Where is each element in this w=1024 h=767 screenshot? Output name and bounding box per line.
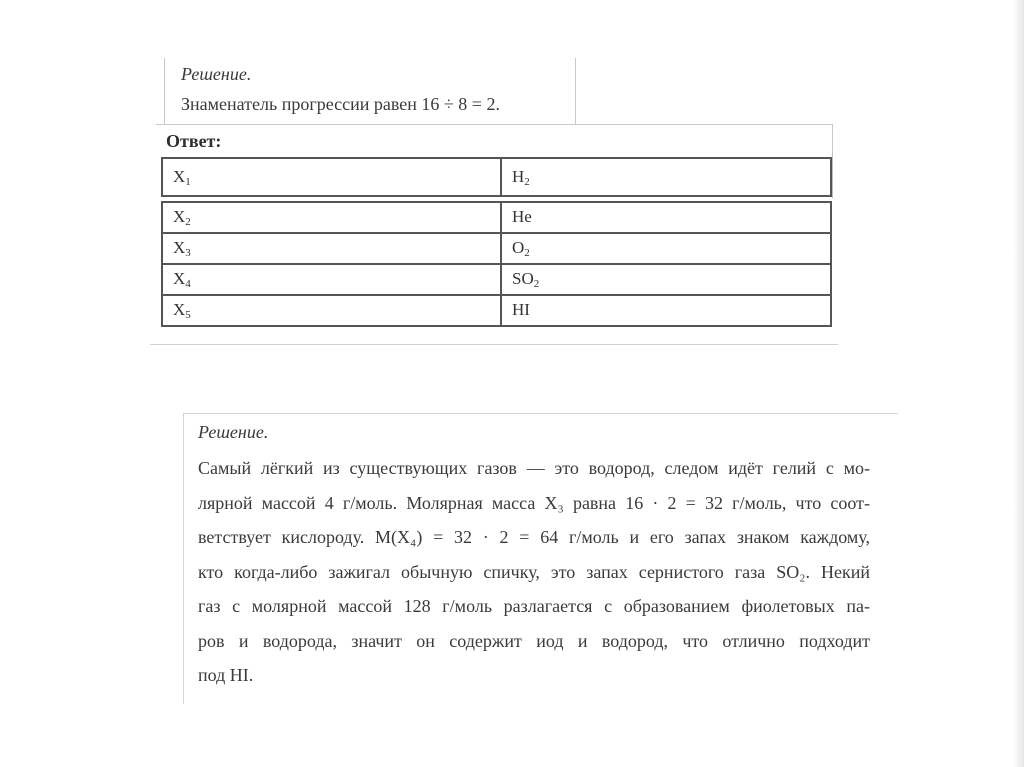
text-line: под HI.: [198, 665, 254, 685]
solution-heading: Решение.: [198, 422, 269, 442]
table-cell-substance: $X_4$: [162, 264, 501, 295]
solution-fragment-bottom: [183, 413, 898, 704]
solution-heading: Решение.: [181, 64, 252, 84]
text-line: Самый лёгкий из существующих газов — это водород, следом идёт гелий с мо-: [198, 458, 870, 478]
table-cell-substance: $X_5$: [162, 295, 501, 326]
answer-table: [161, 201, 832, 327]
text-line: лярной массой 4 г/моль. Молярная масса X₃ равна 16 · 2 = 32 г/моль, что соот-: [198, 492, 870, 513]
table-cell-formula: $O_2$: [501, 233, 831, 264]
table-cell-substance: $X_1$: [162, 158, 501, 196]
table-cell-formula: $SO_2$: [501, 264, 831, 295]
solution-fragment-top: [164, 58, 576, 126]
text-line: кто когда-либо зажигал обычную спичку, это запах сернистого газа SO₂. Некий: [198, 561, 870, 582]
table-cell-formula: HI: [501, 295, 831, 326]
divider: [832, 154, 833, 198]
text-line: ветствует кислороду. M(X₄) = 32 · 2 = 64 г/моль и его запах знаком каждому,: [198, 527, 870, 547]
page-edge-shadow: [1013, 0, 1024, 767]
solution-text: Знаменатель прогрессии равен 16 ÷ 8 = 2.: [181, 94, 500, 114]
divider: [150, 344, 838, 345]
table-row: [162, 264, 831, 295]
table-cell-substance: $X_3$: [162, 233, 501, 264]
table-row: [162, 233, 831, 264]
solution-paragraph: [198, 451, 888, 693]
table-row: [162, 202, 831, 233]
table-row: [162, 158, 831, 196]
text-line: ров и водорода, значит он содержит иод и водород, что отлично подходит: [198, 630, 870, 651]
table-row: [162, 295, 831, 326]
answer-label-strip: [156, 124, 833, 157]
table-cell-substance: $X_2$: [162, 202, 501, 233]
answer-table-first-row: [161, 157, 832, 197]
answer-label: Ответ:: [166, 131, 222, 151]
table-cell-formula: $H_2$: [501, 158, 831, 196]
text-line: газ с молярной массой 128 г/моль разлагается с образованием фиолетовых па-: [198, 596, 870, 616]
table-cell-formula: He: [501, 202, 831, 233]
